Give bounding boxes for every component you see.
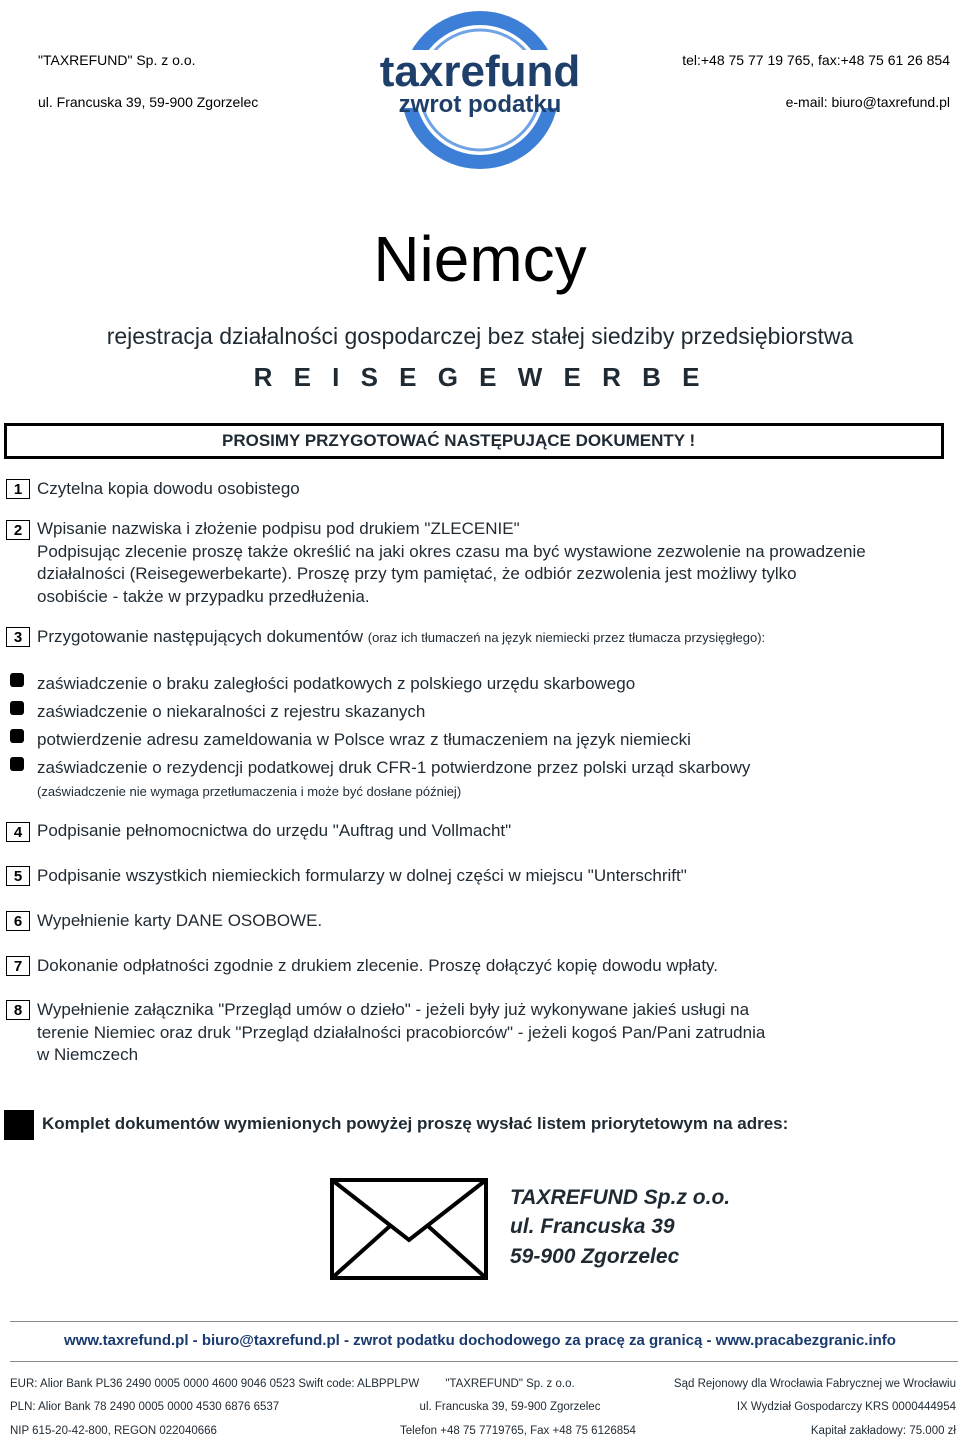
item-2-line-3: działalności (Reisegewerbekarte). Proszę przy tym pamiętać, że odbiór zezwolenia jest możliwy tylko [37, 564, 797, 583]
item-number-5: 5 [6, 866, 30, 886]
page-subtitle: rejestracja działalności gospodarczej bez stałej siedziby przedsiębiorstwa [106, 323, 854, 349]
footer-company-address: ul. Francuska 39, 59-900 Zgorzelec [419, 1401, 601, 1413]
footer-company-name: "TAXREFUND" Sp. z o.o. [445, 1378, 575, 1390]
bullet-text-2: zaświadczenie o niekaralności z rejestru skazanych [37, 702, 426, 721]
logo-brand-text: taxrefund [379, 47, 581, 96]
bullet-text-1: zaświadczenie o braku zaległości podatkowych z polskiego urzędu skarbowego [37, 674, 636, 693]
banner-text: PROSIMY PRZYGOTOWAĆ NASTĘPUJĄCE DOKUMENTY ! [222, 431, 696, 450]
bullet-icon [10, 701, 24, 715]
item-text-8 [37, 999, 765, 1067]
item-number-2: 2 [6, 520, 30, 540]
bullet-icon [10, 729, 24, 743]
item-text-4: Podpisanie pełnomocnictwa do urzędu "Auftrag und Vollmacht" [37, 821, 512, 840]
company-email: e-mail: biuro@taxrefund.pl [785, 94, 950, 110]
bullet-text-3: potwierdzenie adresu zameldowania w Polsce wraz z tłumaczeniem na język niemiecki [37, 730, 691, 749]
footer-divider [10, 1321, 958, 1322]
final-note-square-icon [4, 1110, 34, 1140]
mail-address-line-2: ul. Francuska 39 [510, 1215, 675, 1238]
item-text-5: Podpisanie wszystkich niemieckich formularzy w dolnej części w miejscu "Unterschrift" [37, 866, 687, 885]
page-title: Niemcy [373, 223, 587, 295]
item-8-line-3: w Niemczech [37, 1045, 139, 1064]
footer-divider [10, 1361, 958, 1362]
item-number-3: 3 [6, 627, 30, 647]
item-2-line-4: osobiście - także w przypadku przedłużenia. [37, 586, 370, 606]
item-2-line-1: Wpisanie nazwiska i złożenie podpisu pod drukiem "ZLECENIE" [37, 519, 520, 538]
item-8-line-1: Wypełnienie załącznika "Przegląd umów o dzieło" - jeżeli były już wykonywane jakieś usługi na [37, 1000, 750, 1019]
item-3-note: (oraz ich tłumaczeń na język niemiecki przez tłumacza przysięgłego): [367, 630, 766, 645]
mail-address-line-3: 59-900 Zgorzelec [510, 1245, 680, 1268]
footer-krs: IX Wydział Gospodarczy KRS 0000444954 [736, 1401, 956, 1413]
item-text-1: Czytelna kopia dowodu osobistego [37, 479, 300, 498]
item-number-1: 1 [6, 479, 30, 499]
final-note: Komplet dokumentów wymienionych powyżej proszę wysłać listem priorytetowym na adres: [42, 1114, 789, 1133]
footer-court: Sąd Rejonowy dla Wrocławia Fabrycznej we Wrocławiu [673, 1378, 956, 1390]
item-3-text: Przygotowanie następujących dokumentów [37, 627, 364, 646]
item-number-7: 7 [6, 956, 30, 976]
company-name: "TAXREFUND" Sp. z o.o. [38, 52, 196, 68]
footer-company-phone: Telefon +48 75 7719765, Fax +48 75 6126854 [400, 1425, 636, 1437]
item-8-line-2: terenie Niemiec oraz druk "Przegląd działalności pracobiorców" - jeżeli kogoś Pan/Pani zatrudnia [37, 1022, 766, 1042]
footer-nip-regon: NIP 615-20-42-800, REGON 022040666 [10, 1425, 217, 1437]
page-subtitle-reisegewerbe: R E I S E G E W E R B E [253, 362, 707, 392]
mail-address-line-1: TAXREFUND Sp.z o.o. [510, 1186, 731, 1209]
company-phone: tel:+48 75 77 19 765, fax:+48 75 61 26 854 [682, 52, 950, 68]
envelope-icon [330, 1178, 488, 1280]
item-text-3 [37, 626, 765, 650]
item-2-line-2: Podpisując zlecenie proszę także określić na jaki okres czasu ma być wystawione zezwolenie na prowadzenie [37, 541, 866, 561]
bullet-icon [10, 757, 24, 771]
documents-banner [4, 423, 944, 459]
footer-bank-pln: PLN: Alior Bank 78 2490 0005 0000 4530 6876 6537 [10, 1401, 280, 1413]
company-address: ul. Francuska 39, 59-900 Zgorzelec [38, 94, 259, 110]
footer-bank-eur: EUR: Alior Bank PL36 2490 0005 0000 4600 9046 0523 Swift code: ALBPPLPW [10, 1378, 420, 1390]
bullet-note: (zaświadczenie nie wymaga przetłumaczenia i może być dosłane później) [37, 784, 462, 799]
item-number-8: 8 [6, 1000, 30, 1020]
item-number-6: 6 [6, 911, 30, 931]
taxrefund-logo [365, 8, 595, 173]
footer-capital: Kapitał zakładowy: 75.000 zł [810, 1425, 956, 1437]
item-number-4: 4 [6, 822, 30, 842]
item-text-7: Dokonanie odpłatności zgodnie z drukiem zlecenie. Proszę dołączyć kopię dowodu wpłaty. [37, 956, 719, 975]
logo-tagline-text: zwrot podatku [398, 91, 562, 118]
item-text-6: Wypełnienie karty DANE OSOBOWE. [37, 911, 323, 930]
item-text-2 [37, 518, 866, 608]
footer-web-links: www.taxrefund.pl - biuro@taxrefund.pl - zwrot podatku dochodowego za pracę za granicą - www.pracabezgranic.info [64, 1332, 896, 1349]
bullet-icon [10, 673, 24, 687]
bullet-text-4: zaświadczenie o rezydencji podatkowej druk CFR-1 potwierdzone przez polski urząd skarbowy [37, 758, 751, 777]
